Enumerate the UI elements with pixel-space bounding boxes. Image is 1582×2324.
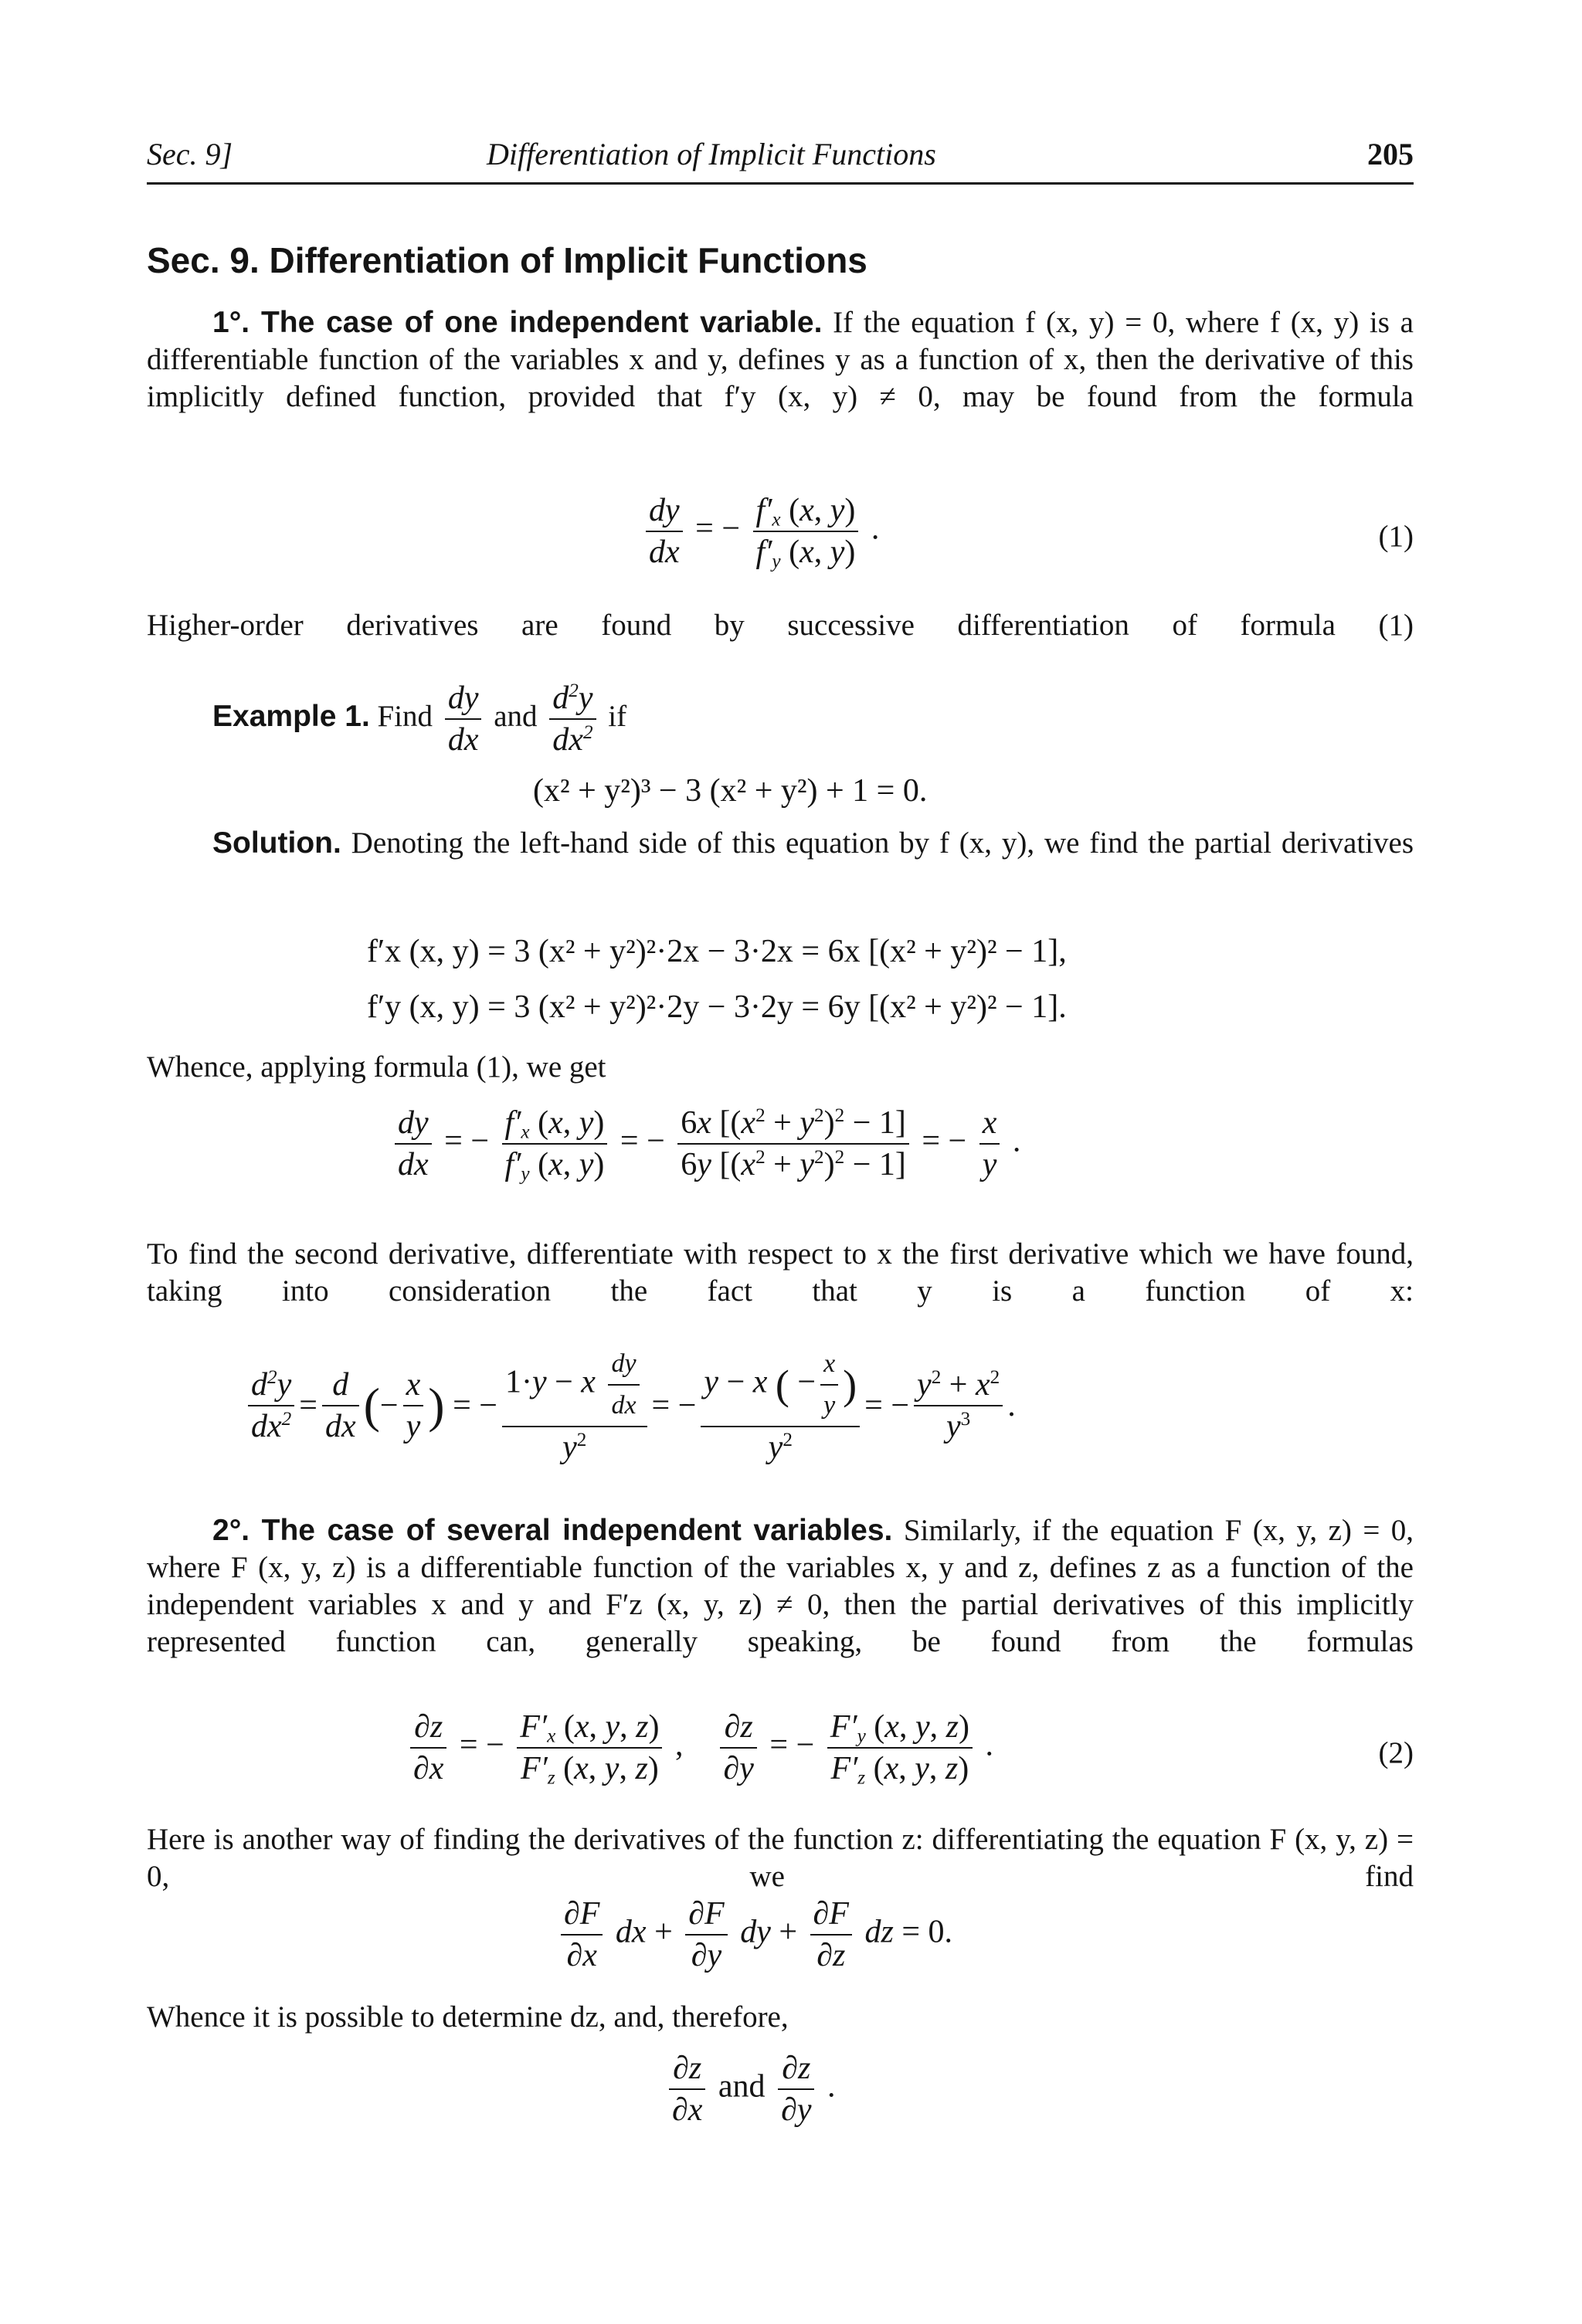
example-1 — [212, 678, 626, 763]
frac-expanded: $\frac{6x [(x^2 + y^2)^2 - 1]}{6y [(x^2 + y^2)^2 - 1]}$ — [677, 1103, 909, 1185]
frac-dy-dx-example: $\frac{dy}{dx}$ — [445, 678, 482, 760]
frac-d2y-dx2: $\frac{d^2y}{dx^2}$ — [248, 1365, 294, 1447]
frac-dy-dx: $\frac{dy}{dx}$ — [646, 490, 683, 572]
paragraph-higher-order: Higher-order derivatives are found by successive differentiation of formula (1) — [147, 609, 1414, 642]
example-label: Example 1. — [212, 699, 370, 733]
running-header — [147, 136, 1414, 185]
equation-final: $\frac{\partial z}{\partial x}$ and $\frac{\partial z}{\partial y}$ . — [664, 2048, 835, 2130]
eq2-number: (2) — [1378, 1736, 1414, 1769]
frac-dz-dy: $\frac{\partial z}{\partial y}$ — [720, 1707, 756, 1789]
paragraph-one-variable — [147, 304, 1414, 453]
eq2-body: $\frac{\partial z}{\partial x}$ = − $\frac{F'_x (x, y, z)}{F'_z (x, y, z)}$ , $\frac{\partial z}{\partial y}$ = − $\frac{F'_y (x, y, z)}{F'_z (x, y, z)}$ . — [406, 1707, 993, 1789]
frac-substituted: y − x ( − $\frac{x}{y}$ ) $y^2$ — [701, 1344, 860, 1467]
frac-dy-dx-result: $\frac{dy}{dx}$ — [395, 1103, 432, 1185]
equation-fy: f′y (x, y) = 3 (x² + y²)²·2y − 3·2y = 6y [(x² + y²)² − 1]. — [367, 989, 1067, 1025]
eq1-body: $\frac{dy}{dx}$ = − $\frac{f'_x (x, y)}{f'_y (x, y)}$ . — [641, 490, 879, 572]
solution-label: Solution. — [212, 826, 341, 860]
header-section: Sec. 9] — [147, 137, 233, 171]
frac-dF-dz: $\frac{\partial F}{\partial z}$ — [810, 1894, 852, 1976]
paragraph-second-derivative: To find the second derivative, differentiate with respect to x the first derivative which we have found, taking into consideration the fact that y is a function of x: — [147, 1237, 1414, 1308]
paragraph-another-way: Here is another way of finding the derivatives of the function z: differentiating the equation F (x, y, z) = 0, we find — [147, 1823, 1414, 1893]
example-and: and — [494, 699, 538, 733]
header-title: Differentiation of Implicit Functions — [487, 137, 936, 171]
frac-Fy-Fz: $\frac{F'_y (x, y, z)}{F'_z (x, y, z)}$ — [827, 1707, 973, 1789]
frac-x-y-2: $\frac{x}{y}$ — [403, 1365, 424, 1447]
frac-fx-fy-result: $\frac{f'_x (x, y)}{f'_y (x, y)}$ — [502, 1103, 608, 1185]
paragraph-determine-dz: Whence it is possible to determine dz, and, therefore, — [147, 2000, 789, 2034]
frac-x-y: $\frac{x}{y}$ — [979, 1103, 1000, 1185]
para-text-2: Similarly, if the equation F (x, y, z) = 0, where F (x, y, z) is a differentiable function of the variables x, y and z, defines z as a function of the independent variables x and y and F′z (x, y, z) ≠ 0, then the partial derivatives of this implicitly represented function can, generally speaking, be found from the formulas — [147, 1514, 1414, 1658]
section-heading: Sec. 9. Differentiation of Implicit Functions — [147, 240, 867, 280]
example-if: if — [608, 699, 627, 733]
paragraph-several-variables — [147, 1512, 1414, 1698]
example-find: Find — [377, 699, 433, 733]
final-and: and — [718, 2068, 766, 2105]
paragraph-solution — [147, 825, 1414, 899]
para-text-1: If the equation f (x, y) = 0, where f (x, y) is a differentiable function of the variables x and y, defines y as a function of x, then the derivative of this implicitly defined function, provided that f′y (x, y) ≠ 0, may be found from the formula — [147, 306, 1414, 413]
page-number: 205 — [1367, 137, 1414, 171]
frac-Fx-Fz: $\frac{F'_x (x, y, z)}{F'_z (x, y, z)}$ — [517, 1707, 662, 1789]
equation-second-derivative: $\frac{d^2y}{dx^2}$ = $\frac{d}{dx}$ ( − $\frac{x}{y}$ ) = − 1·y − x $\frac{dy}{dx}$ $y^2$ = − y − x ( − $\frac{x}{y}$ ) $y^2$ = − $\frac{y^2 + x^2}{y^3}$ . — [243, 1348, 1016, 1464]
para-lead-2: 2°. The case of several independent variables. — [212, 1514, 893, 1547]
frac-final: $\frac{y^2 + x^2}{y^3}$ — [914, 1365, 1003, 1447]
frac-dz-dx-final: $\frac{\partial z}{\partial x}$ — [669, 2048, 705, 2130]
equation-2 — [147, 1699, 1414, 1807]
frac-dF-dx: $\frac{\partial F}{\partial x}$ — [561, 1894, 603, 1976]
para-lead-1: 1°. The case of one independent variable. — [212, 306, 823, 339]
frac-dz-dx: $\frac{\partial z}{\partial x}$ — [410, 1707, 446, 1789]
equation-1 — [147, 483, 1414, 591]
frac-d2y-dx2-example: $\frac{d^2y}{dx^2}$ — [549, 678, 596, 760]
equation-total-differential: $\frac{\partial F}{\partial x}$ dx + $\frac{\partial F}{\partial y}$ dy + $\frac{\partial F}{\partial z}$ dz = 0. — [556, 1894, 952, 1976]
equation-first-derivative: $\frac{dy}{dx}$ = − $\frac{f'_x (x, y)}{f'_y (x, y)}$ = − $\frac{6x [(x^2 + y^2)^2 - 1]}{6y [(x^2 + y^2)^2 - 1]}$ = − $\frac{x}{y}$ . — [390, 1103, 1020, 1185]
equation-example: (x² + y²)³ − 3 (x² + y²) + 1 = 0. — [533, 773, 928, 809]
frac-dF-dy: $\frac{\partial F}{\partial y}$ — [685, 1894, 727, 1976]
frac-quotient-rule: 1·y − x $\frac{dy}{dx}$ $y^2$ — [502, 1344, 647, 1467]
solution-text: Denoting the left-hand side of this equation by f (x, y), we find the partial derivatives — [351, 826, 1414, 860]
frac-fx-fy: $\frac{f'_x (x, y)}{f'_y (x, y)}$ — [753, 490, 859, 572]
paragraph-whence: Whence, applying formula (1), we get — [147, 1050, 606, 1084]
equation-fx: f′x (x, y) = 3 (x² + y²)²·2x − 3·2x = 6x [(x² + y²)² − 1], — [367, 934, 1067, 969]
frac-dz-dy-final: $\frac{\partial z}{\partial y}$ — [778, 2048, 814, 2130]
eq1-number: (1) — [1378, 520, 1414, 553]
frac-d-dx: $\frac{d}{dx}$ — [322, 1365, 359, 1447]
